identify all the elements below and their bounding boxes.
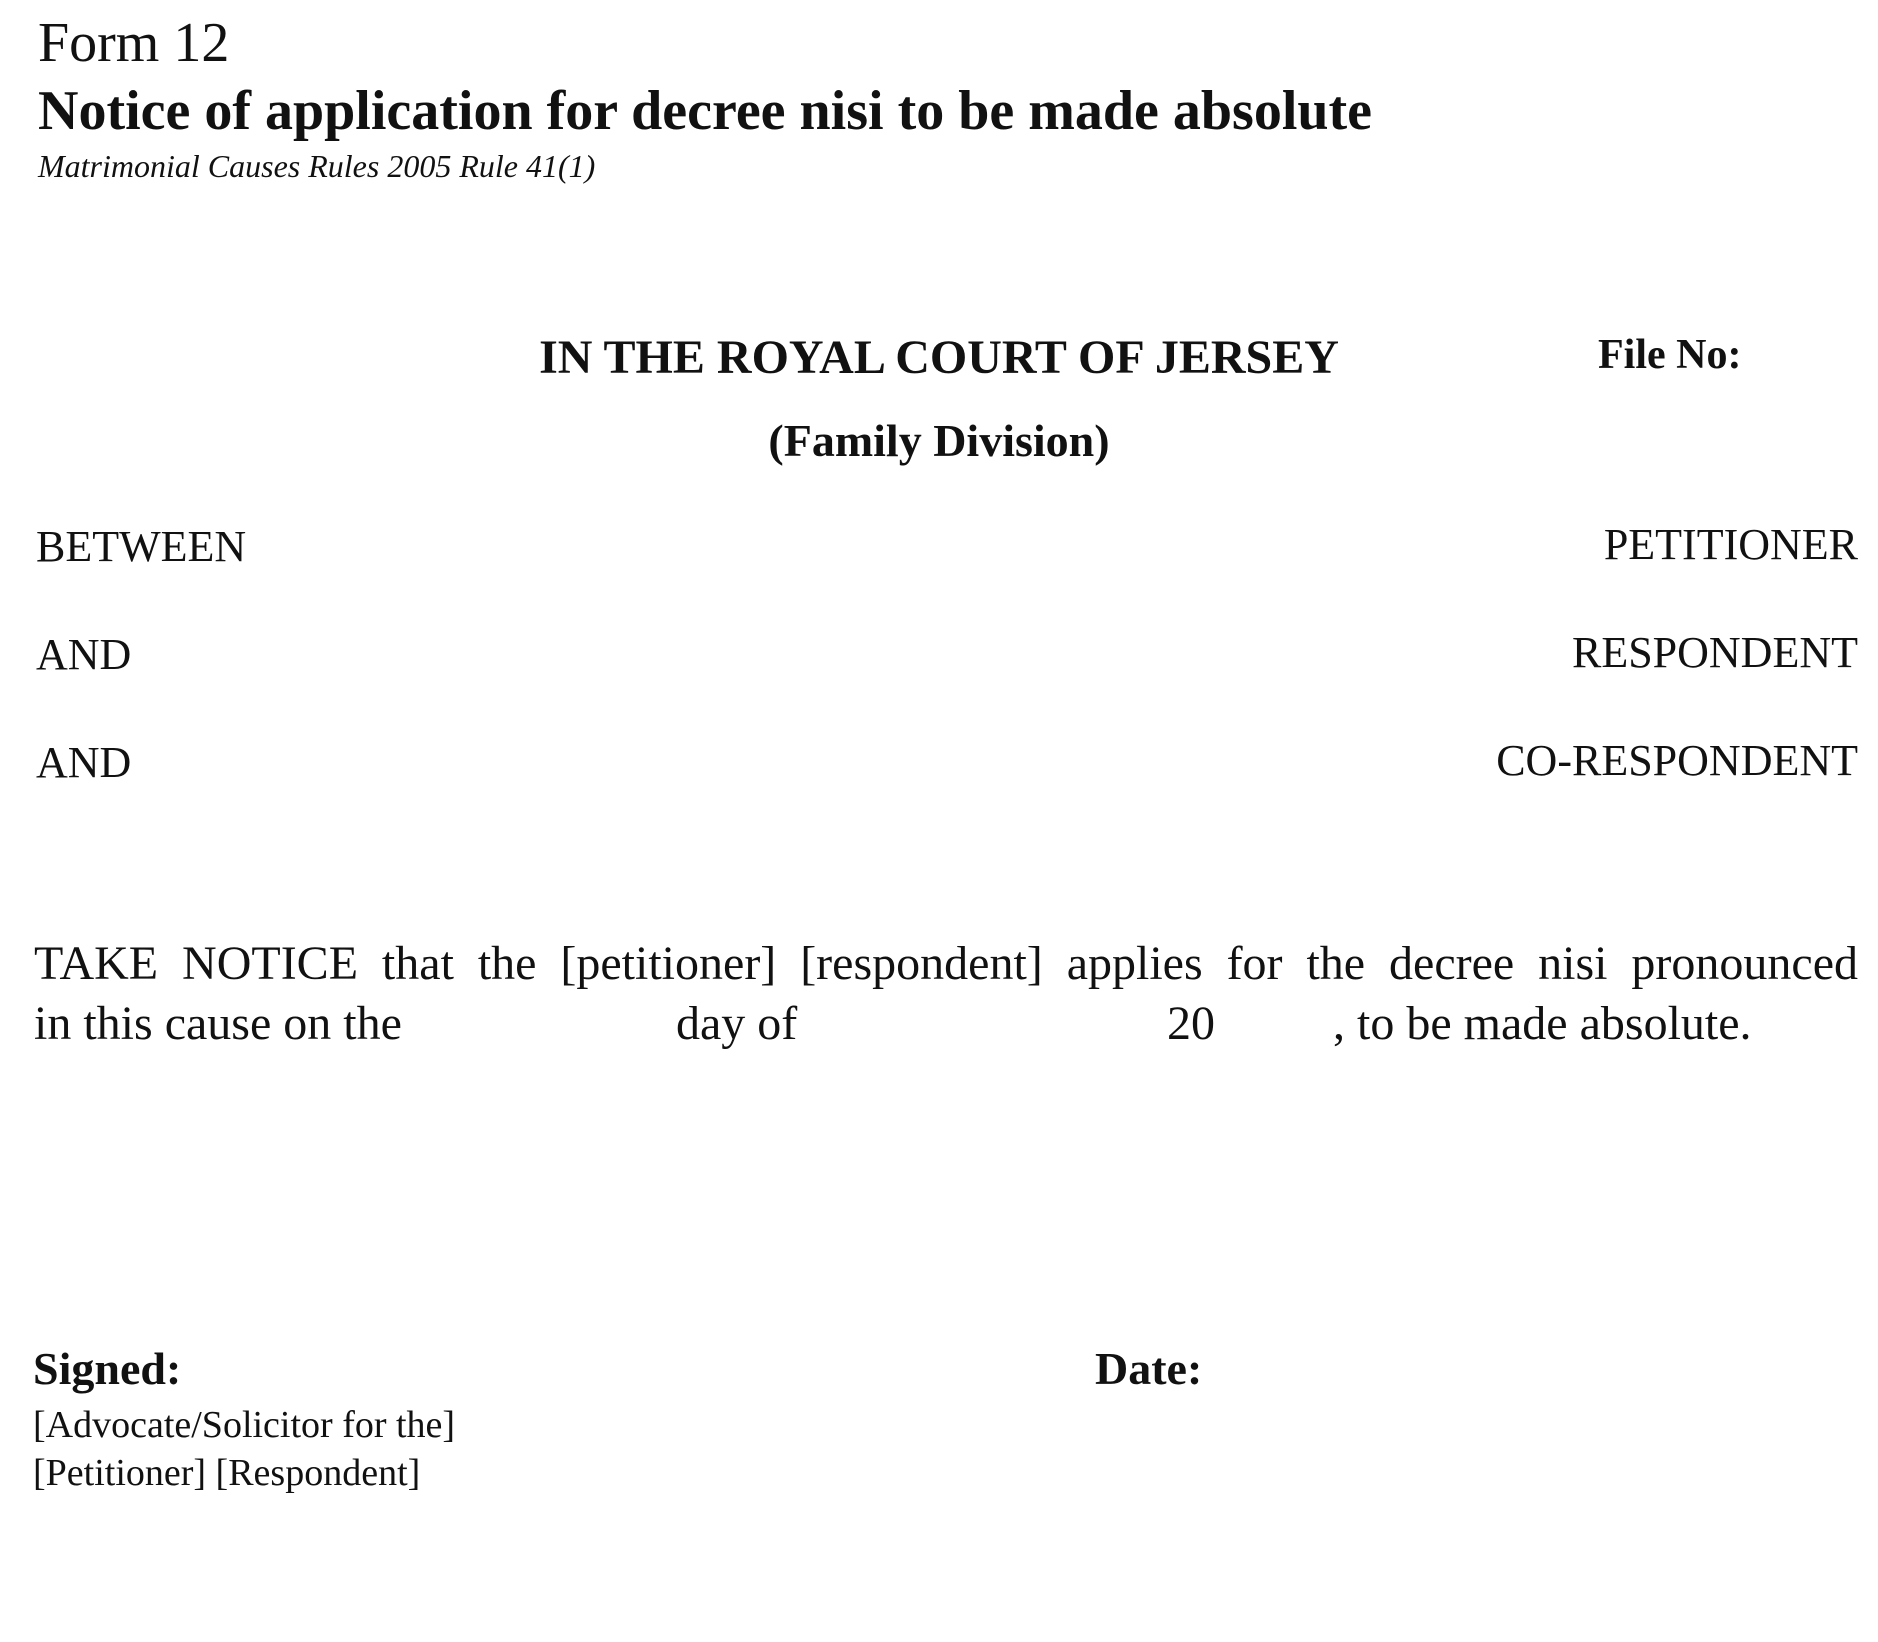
party-row-right: RESPONDENT <box>1571 628 1858 677</box>
party-row-left: BETWEEN <box>36 522 247 571</box>
party-row-left: AND <box>36 738 132 787</box>
notice-line-2-end: , to be made absolute. <box>1333 997 1752 1050</box>
court-division: (Family Division) <box>768 415 1110 466</box>
form-title: Notice of application for decree nisi to be made absolute <box>38 80 1373 142</box>
notice-day-of: day of <box>676 997 798 1050</box>
party-row-left: AND <box>36 630 132 679</box>
party-row-right: CO-RESPONDENT <box>1496 736 1858 785</box>
signed-label: Signed: <box>33 1343 182 1394</box>
file-number-label: File No: <box>1598 332 1742 378</box>
signatory-role-line-1: [Advocate/Solicitor for the] <box>33 1404 456 1446</box>
form-number: Form 12 <box>38 12 230 74</box>
form-rule-reference: Matrimonial Causes Rules 2005 Rule 41(1) <box>38 148 596 184</box>
notice-line-2-start: in this cause on the <box>34 997 402 1050</box>
notice-year-prefix: 20 <box>1167 997 1215 1050</box>
court-name <box>0 330 1878 386</box>
date-label: Date: <box>1095 1343 1203 1394</box>
signatory-role-line-2: [Petitioner] [Respondent] <box>33 1452 421 1494</box>
notice-line-1: TAKE NOTICE that the [petitioner] [respondent] applies for the decree nisi pronounced <box>34 937 1858 990</box>
party-row-right: PETITIONER <box>1603 520 1858 569</box>
court-name-text: IN THE ROYAL COURT OF JERSEY <box>539 331 1339 384</box>
